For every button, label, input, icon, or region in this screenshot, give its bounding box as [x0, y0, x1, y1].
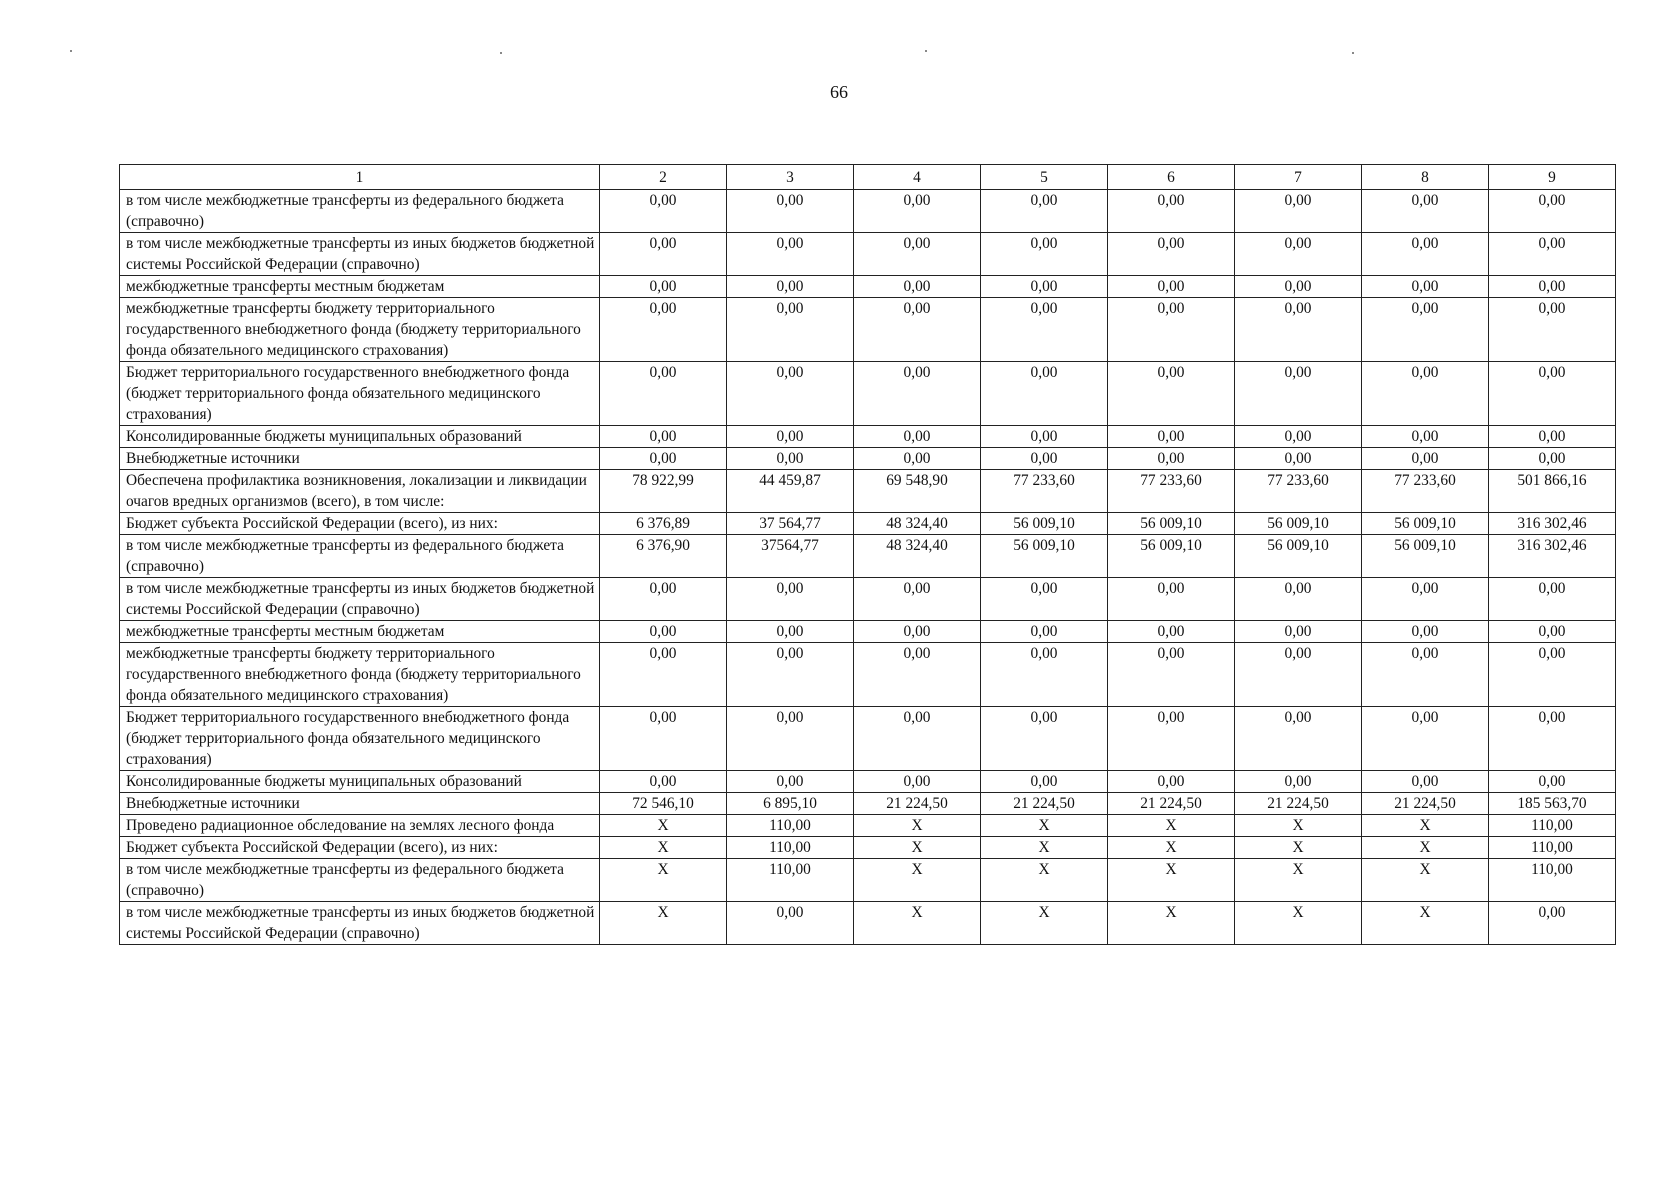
page-number: 66: [830, 82, 848, 102]
value-cell: 0,00: [727, 190, 854, 233]
value-cell: 0,00: [854, 298, 981, 362]
row-label: межбюджетные трансферты местным бюджетам: [120, 276, 600, 298]
row-label: межбюджетные трансферты бюджету территориального государственного внебюджетного фонда (бюджету территориального фонда обязательного медицинского страхования): [120, 643, 600, 707]
value-cell: 0,00: [1362, 362, 1489, 426]
value-cell: 0,00: [600, 621, 727, 643]
value-cell: 0,00: [854, 643, 981, 707]
value-cell: 78 922,99: [600, 470, 727, 513]
header-row: [120, 165, 1616, 190]
budget-table: [119, 164, 1616, 945]
value-cell: 0,00: [1235, 578, 1362, 621]
table-row: [120, 276, 1616, 298]
value-cell: 0,00: [854, 578, 981, 621]
value-cell: 110,00: [727, 859, 854, 902]
value-cell: 0,00: [981, 771, 1108, 793]
column-header: 9: [1489, 165, 1616, 190]
value-cell: 0,00: [1489, 190, 1616, 233]
value-cell: X: [1108, 902, 1235, 945]
value-cell: X: [600, 815, 727, 837]
value-cell: X: [854, 837, 981, 859]
row-label: в том числе межбюджетные трансферты из иных бюджетов бюджетной системы Российской Федерации (справочно): [120, 233, 600, 276]
value-cell: 0,00: [854, 448, 981, 470]
value-cell: X: [854, 815, 981, 837]
table-row: [120, 470, 1616, 513]
value-cell: X: [1362, 859, 1489, 902]
value-cell: 0,00: [1362, 771, 1489, 793]
value-cell: 316 302,46: [1489, 513, 1616, 535]
value-cell: 0,00: [1235, 426, 1362, 448]
value-cell: 0,00: [727, 643, 854, 707]
value-cell: 0,00: [727, 448, 854, 470]
value-cell: 0,00: [727, 578, 854, 621]
value-cell: 77 233,60: [1108, 470, 1235, 513]
value-cell: X: [1108, 859, 1235, 902]
value-cell: X: [1362, 837, 1489, 859]
value-cell: 21 224,50: [854, 793, 981, 815]
value-cell: 56 009,10: [1235, 535, 1362, 578]
value-cell: 72 546,10: [600, 793, 727, 815]
value-cell: 69 548,90: [854, 470, 981, 513]
value-cell: X: [600, 837, 727, 859]
row-label: Бюджет территориального государственного внебюджетного фонда (бюджет территориального фонда обязательного медицинского страхования): [120, 707, 600, 771]
scan-speck: [925, 50, 927, 52]
value-cell: 0,00: [1235, 276, 1362, 298]
value-cell: 0,00: [1235, 771, 1362, 793]
value-cell: 0,00: [1235, 621, 1362, 643]
value-cell: 21 224,50: [981, 793, 1108, 815]
value-cell: 0,00: [600, 233, 727, 276]
value-cell: 0,00: [981, 426, 1108, 448]
value-cell: 0,00: [854, 426, 981, 448]
value-cell: 0,00: [854, 190, 981, 233]
value-cell: 56 009,10: [1362, 513, 1489, 535]
value-cell: 0,00: [981, 298, 1108, 362]
value-cell: 0,00: [1489, 362, 1616, 426]
value-cell: 0,00: [1489, 448, 1616, 470]
value-cell: 110,00: [1489, 837, 1616, 859]
table-row: [120, 298, 1616, 362]
value-cell: 21 224,50: [1235, 793, 1362, 815]
value-cell: 44 459,87: [727, 470, 854, 513]
value-cell: 0,00: [854, 276, 981, 298]
value-cell: X: [981, 859, 1108, 902]
value-cell: 0,00: [981, 621, 1108, 643]
value-cell: 77 233,60: [981, 470, 1108, 513]
value-cell: 501 866,16: [1489, 470, 1616, 513]
value-cell: X: [1235, 815, 1362, 837]
value-cell: 0,00: [1362, 190, 1489, 233]
value-cell: 56 009,10: [981, 535, 1108, 578]
value-cell: 0,00: [600, 190, 727, 233]
value-cell: 0,00: [1489, 276, 1616, 298]
value-cell: 0,00: [600, 298, 727, 362]
value-cell: X: [981, 837, 1108, 859]
value-cell: 0,00: [1235, 362, 1362, 426]
table-row: [120, 578, 1616, 621]
table-row: [120, 448, 1616, 470]
column-header: 1: [120, 165, 600, 190]
value-cell: X: [1235, 837, 1362, 859]
row-label: Внебюджетные источники: [120, 793, 600, 815]
value-cell: 316 302,46: [1489, 535, 1616, 578]
value-cell: 0,00: [727, 426, 854, 448]
column-header: 7: [1235, 165, 1362, 190]
table-row: [120, 233, 1616, 276]
table-row: [120, 793, 1616, 815]
value-cell: 110,00: [727, 837, 854, 859]
value-cell: 56 009,10: [1362, 535, 1489, 578]
value-cell: 185 563,70: [1489, 793, 1616, 815]
value-cell: 110,00: [727, 815, 854, 837]
column-header: 3: [727, 165, 854, 190]
table-row: [120, 513, 1616, 535]
value-cell: 0,00: [1489, 707, 1616, 771]
table-body: [120, 190, 1616, 945]
value-cell: 6 376,89: [600, 513, 727, 535]
value-cell: 0,00: [1235, 448, 1362, 470]
value-cell: X: [1362, 815, 1489, 837]
table-row: [120, 707, 1616, 771]
value-cell: 0,00: [727, 276, 854, 298]
column-header: 5: [981, 165, 1108, 190]
table-row: [120, 902, 1616, 945]
value-cell: 0,00: [1362, 578, 1489, 621]
value-cell: 0,00: [1489, 578, 1616, 621]
value-cell: 0,00: [1489, 621, 1616, 643]
row-label: в том числе межбюджетные трансферты из федерального бюджета (справочно): [120, 190, 600, 233]
table-row: [120, 362, 1616, 426]
value-cell: 0,00: [1489, 643, 1616, 707]
value-cell: X: [1235, 859, 1362, 902]
value-cell: 0,00: [727, 707, 854, 771]
table-row: [120, 815, 1616, 837]
value-cell: X: [981, 815, 1108, 837]
value-cell: 77 233,60: [1235, 470, 1362, 513]
value-cell: 0,00: [981, 448, 1108, 470]
value-cell: 0,00: [727, 362, 854, 426]
row-label: Бюджет субъекта Российской Федерации (всего), из них:: [120, 513, 600, 535]
value-cell: 0,00: [1108, 362, 1235, 426]
value-cell: 0,00: [981, 233, 1108, 276]
table-row: [120, 621, 1616, 643]
row-label: межбюджетные трансферты бюджету территориального государственного внебюджетного фонда (бюджету территориального фонда обязательного медицинского страхования): [120, 298, 600, 362]
value-cell: 0,00: [1362, 233, 1489, 276]
value-cell: 0,00: [600, 426, 727, 448]
value-cell: X: [1108, 837, 1235, 859]
value-cell: 0,00: [1235, 233, 1362, 276]
value-cell: 0,00: [854, 707, 981, 771]
scan-speck: [70, 50, 72, 52]
column-header: 2: [600, 165, 727, 190]
table-row: [120, 190, 1616, 233]
value-cell: 0,00: [981, 276, 1108, 298]
value-cell: 48 324,40: [854, 513, 981, 535]
value-cell: 0,00: [1489, 233, 1616, 276]
value-cell: 0,00: [1108, 298, 1235, 362]
scan-speck: [1352, 52, 1354, 54]
row-label: Консолидированные бюджеты муниципальных образований: [120, 426, 600, 448]
value-cell: 37 564,77: [727, 513, 854, 535]
column-header: 6: [1108, 165, 1235, 190]
value-cell: 0,00: [1362, 298, 1489, 362]
value-cell: 6 895,10: [727, 793, 854, 815]
value-cell: 0,00: [1108, 233, 1235, 276]
value-cell: 0,00: [727, 771, 854, 793]
value-cell: 0,00: [600, 448, 727, 470]
column-header: 4: [854, 165, 981, 190]
table-row: [120, 837, 1616, 859]
value-cell: 37564,77: [727, 535, 854, 578]
value-cell: X: [600, 902, 727, 945]
value-cell: 0,00: [1108, 578, 1235, 621]
value-cell: 0,00: [1108, 771, 1235, 793]
row-label: Консолидированные бюджеты муниципальных образований: [120, 771, 600, 793]
value-cell: 0,00: [1362, 276, 1489, 298]
value-cell: 0,00: [600, 362, 727, 426]
value-cell: 110,00: [1489, 859, 1616, 902]
table-row: [120, 535, 1616, 578]
value-cell: 0,00: [600, 578, 727, 621]
value-cell: 6 376,90: [600, 535, 727, 578]
value-cell: 0,00: [1235, 298, 1362, 362]
value-cell: 56 009,10: [1108, 535, 1235, 578]
row-label: Обеспечена профилактика возникновения, локализации и ликвидации очагов вредных организмов (всего), в том числе:: [120, 470, 600, 513]
value-cell: 0,00: [1489, 426, 1616, 448]
value-cell: 0,00: [600, 771, 727, 793]
value-cell: X: [1108, 815, 1235, 837]
table-row: [120, 771, 1616, 793]
value-cell: 0,00: [981, 643, 1108, 707]
scan-speck: [500, 52, 502, 54]
value-cell: 0,00: [1108, 643, 1235, 707]
row-label: в том числе межбюджетные трансферты из федерального бюджета (справочно): [120, 535, 600, 578]
table-row: [120, 859, 1616, 902]
value-cell: 0,00: [854, 771, 981, 793]
value-cell: 56 009,10: [981, 513, 1108, 535]
value-cell: 0,00: [1362, 426, 1489, 448]
row-label: Проведено радиационное обследование на землях лесного фонда: [120, 815, 600, 837]
value-cell: 0,00: [1235, 707, 1362, 771]
value-cell: X: [981, 902, 1108, 945]
value-cell: 0,00: [1108, 621, 1235, 643]
value-cell: 21 224,50: [1108, 793, 1235, 815]
value-cell: 0,00: [1235, 190, 1362, 233]
value-cell: 0,00: [1235, 643, 1362, 707]
row-label: Бюджет субъекта Российской Федерации (всего), из них:: [120, 837, 600, 859]
value-cell: 0,00: [854, 362, 981, 426]
value-cell: 0,00: [1108, 276, 1235, 298]
table-row: [120, 426, 1616, 448]
value-cell: 0,00: [1362, 621, 1489, 643]
value-cell: 56 009,10: [1108, 513, 1235, 535]
value-cell: 0,00: [1108, 426, 1235, 448]
value-cell: 0,00: [981, 190, 1108, 233]
value-cell: 0,00: [1108, 707, 1235, 771]
value-cell: 0,00: [1489, 771, 1616, 793]
value-cell: 0,00: [1362, 448, 1489, 470]
value-cell: 110,00: [1489, 815, 1616, 837]
value-cell: 0,00: [1108, 448, 1235, 470]
value-cell: 0,00: [981, 362, 1108, 426]
value-cell: 0,00: [600, 643, 727, 707]
value-cell: X: [1235, 902, 1362, 945]
value-cell: 21 224,50: [1362, 793, 1489, 815]
row-label: межбюджетные трансферты местным бюджетам: [120, 621, 600, 643]
column-header: 8: [1362, 165, 1489, 190]
value-cell: X: [854, 859, 981, 902]
value-cell: 0,00: [981, 578, 1108, 621]
value-cell: 0,00: [1489, 902, 1616, 945]
row-label: Бюджет территориального государственного внебюджетного фонда (бюджет территориального фонда обязательного медицинского страхования): [120, 362, 600, 426]
table-row: [120, 643, 1616, 707]
value-cell: X: [600, 859, 727, 902]
value-cell: 0,00: [727, 621, 854, 643]
value-cell: 56 009,10: [1235, 513, 1362, 535]
value-cell: 0,00: [854, 233, 981, 276]
value-cell: 0,00: [1362, 707, 1489, 771]
value-cell: 0,00: [727, 902, 854, 945]
value-cell: 0,00: [854, 621, 981, 643]
row-label: Внебюджетные источники: [120, 448, 600, 470]
row-label: в том числе межбюджетные трансферты из иных бюджетов бюджетной системы Российской Федерации (справочно): [120, 902, 600, 945]
value-cell: 0,00: [600, 707, 727, 771]
value-cell: 0,00: [600, 276, 727, 298]
value-cell: 0,00: [1108, 190, 1235, 233]
value-cell: 0,00: [727, 298, 854, 362]
value-cell: X: [1362, 902, 1489, 945]
value-cell: 0,00: [1489, 298, 1616, 362]
value-cell: 0,00: [981, 707, 1108, 771]
value-cell: 77 233,60: [1362, 470, 1489, 513]
value-cell: 0,00: [1362, 643, 1489, 707]
value-cell: X: [854, 902, 981, 945]
value-cell: 0,00: [727, 233, 854, 276]
row-label: в том числе межбюджетные трансферты из иных бюджетов бюджетной системы Российской Федерации (справочно): [120, 578, 600, 621]
value-cell: 48 324,40: [854, 535, 981, 578]
row-label: в том числе межбюджетные трансферты из федерального бюджета (справочно): [120, 859, 600, 902]
